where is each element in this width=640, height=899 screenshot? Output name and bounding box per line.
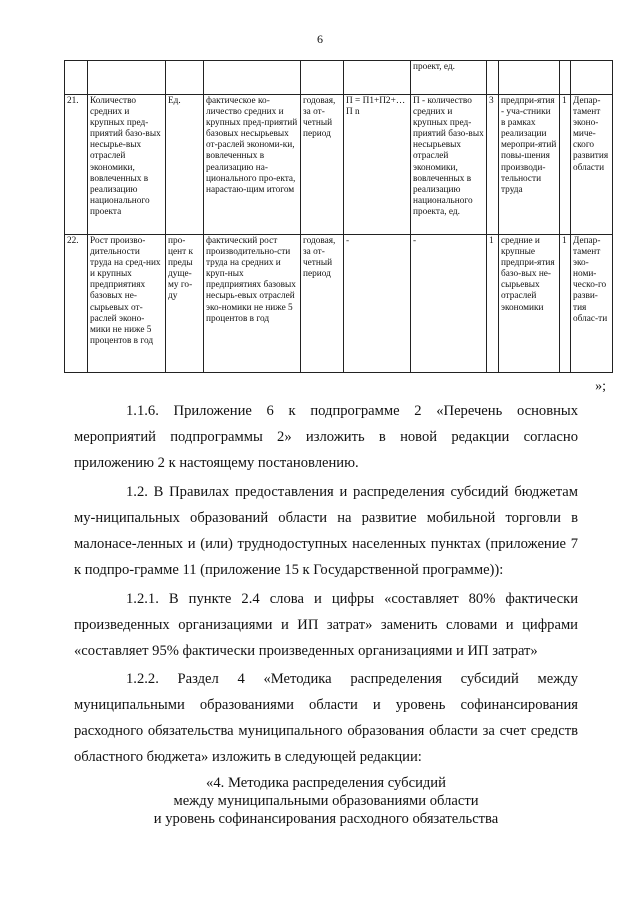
indicator-formula: - [344, 235, 411, 373]
table-cell [204, 61, 301, 95]
indicator-formula: П = П1+П2+…П n [344, 95, 411, 235]
table-cell [301, 61, 344, 95]
table-cell [88, 61, 166, 95]
table-cell [65, 61, 88, 95]
indicator-variables: - [411, 235, 487, 373]
indicator-responsible: Депар-тамент эко-номи-ческо-го разви-тия облас-ти [571, 235, 613, 373]
table-cell [560, 61, 571, 95]
indicator-periodicity: годовая, за от-четный период [301, 95, 344, 235]
table-cell [487, 61, 499, 95]
table-row [65, 61, 613, 95]
row-number: 21. [65, 95, 88, 235]
indicator-method: 3 [487, 95, 499, 235]
table-row [65, 235, 613, 373]
section-heading-line-2: между муниципальными образованиями области [173, 793, 479, 809]
row-number: 22. [65, 235, 88, 373]
table-cell [571, 61, 613, 95]
indicator-variables: П - количество средних и крупных пред-приятий базо-вых несырьевых отраслей экономики, вовлеченных в реализацию национального проекта, ед. [411, 95, 487, 235]
section-heading-line-1: «4. Методика распределения субсидий [206, 775, 446, 791]
indicator-unit: про-цент к преды дуще-му го-ду [166, 235, 204, 373]
indicator-method: 1 [487, 235, 499, 373]
table-cell [166, 61, 204, 95]
indicator-name: Рост произво-дительности труда на сред-них и крупных предприятиях базовых не-сырьевых от-раслей эконо-мики не ниже 5 процентов в год [88, 235, 166, 373]
section-heading-line-3: и уровень софинансирования расходного обязательства [153, 811, 499, 827]
paragraph-1-1-6: 1.1.6. Приложение 6 к подпрограмме 2 «Перечень основных мероприятий подпрограммы 2» изложить в новой редакции согласно приложению 2 к настоящему постановлению. [74, 403, 578, 471]
section-heading [74, 774, 578, 828]
page-number: 6 [317, 32, 323, 46]
indicator-definition: фактическое ко-личество средних и крупных пред-приятий базовых несырьевых от-раслей экономи-ки, вовлеченных в реализацию на-ционального про-екта, нарастаю-щим итогом [204, 95, 301, 235]
indicator-name: Количество средних и крупных пред-приятий базо-вых несырье-вых отраслей экономики, вовлеченных в реализацию национального проекта [88, 95, 166, 235]
indicator-definition: фактический рост производительно-сти труда на средних и круп-ных предприятиях базовых несырь-евых отраслей эко-номики не ниже 5 процентов в год [204, 235, 301, 373]
paragraph-1-2-1: 1.2.1. В пункте 2.4 слова и цифры «составляет 80% фактически произведенных организациями и ИП затрат» заменить словами и цифрами «составляет 95% фактически произведенных организациями и ИП затрат» [74, 591, 578, 659]
table-row [65, 95, 613, 235]
paragraph-1-2-2: 1.2.2. Раздел 4 «Методика распределения субсидий между муниципальными образованиями области и уровень софинансирования расходного обязательства муниципального образования области за счет средств областного бюджета» изложить в следующей редакции: [74, 671, 578, 765]
indicator-unit: Ед. [166, 95, 204, 235]
indicator-object: средние и крупные предпри-ятия базо-вых не-сырьевых отраслей экономики [499, 235, 560, 373]
paragraph-1-2: 1.2. В Правилах предоставления и распределения субсидий бюджетам му-ниципальных образований области на развитие мобильной торговли в малонасе-ленных и (или) труднодоступных населенных пунктах (приложение 7 к подпро-грамме 11 (приложение 15 к Государственной программе)): [74, 484, 578, 578]
indicator-responsible: Депар-тамент эконо-миче-ского развития области [571, 95, 613, 235]
indicator-object: предпри-ятия - уча-стники в рамках реализации меропри-ятий повы-шения производи-тельности труда [499, 95, 560, 235]
table-cell [499, 61, 560, 95]
indicator-coverage: 1 [560, 235, 571, 373]
table-cell [344, 61, 411, 95]
indicator-periodicity: годовая, за от-четный период [301, 235, 344, 373]
table-cell: проект, ед. [411, 61, 487, 95]
indicators-table [64, 60, 613, 373]
indicator-coverage: 1 [560, 95, 571, 235]
table-closing-quote: »; [595, 379, 606, 394]
